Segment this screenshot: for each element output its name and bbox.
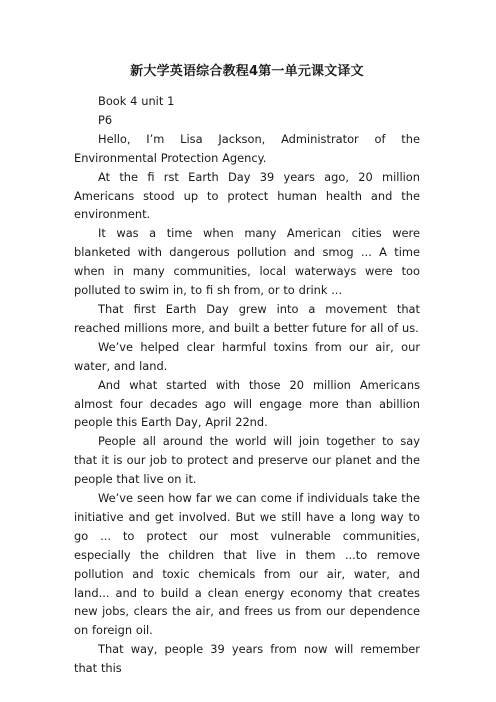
document-title: 新大学英语综合教程4第一单元课文译文 <box>130 64 364 79</box>
paragraph-book-unit: Book 4 unit 1 <box>98 94 175 108</box>
paragraph-greeting: Hello, I’m Lisa Jackson, Administrator of the Environmental Protection Agency. <box>74 131 420 165</box>
paragraph-toxins: We’ve helped clear harmful toxins from our air, our water, and land. <box>74 339 420 373</box>
paragraph-page-number: P6 <box>98 112 113 127</box>
paragraph-world-together: People all around the world will join together to say that it is our job to protect and preserve our planet and the people that live on it. <box>74 434 420 487</box>
paragraph-first-earth-day: At the fi rst Earth Day 39 years ago, 20 million Americans stood up to protect human health and the environment. <box>74 169 420 222</box>
paragraph-pollution-era: It was a time when many American cities were blanketed with dangerous pollution and smog ... A time when in many communities, local waterways were too polluted to swim in, to fi sh from, or to drink ... <box>74 226 420 298</box>
paragraph-long-way: We’ve seen how far we can come if individuals take the initiative and get involved. But we still have a long way to go ... to protect our most vulnerable communities, especially the children that live in them ...to remove pollution and toxic chemicals from our air, water, and land... and to build a clean energy economy that creates new jobs, clears the air, and frees us from our dependence on foreign oil. <box>74 491 420 638</box>
paragraph-remember: That way, people 39 years from now will remember that this <box>74 642 420 676</box>
paragraph-billion-people: And what started with those 20 million Americans almost four decades ago will engage more than abillion people this Earth Day, April 22nd. <box>74 377 420 430</box>
paragraph-movement: That first Earth Day grew into a movement that reached millions more, and built a better future for all of us. <box>74 301 420 335</box>
